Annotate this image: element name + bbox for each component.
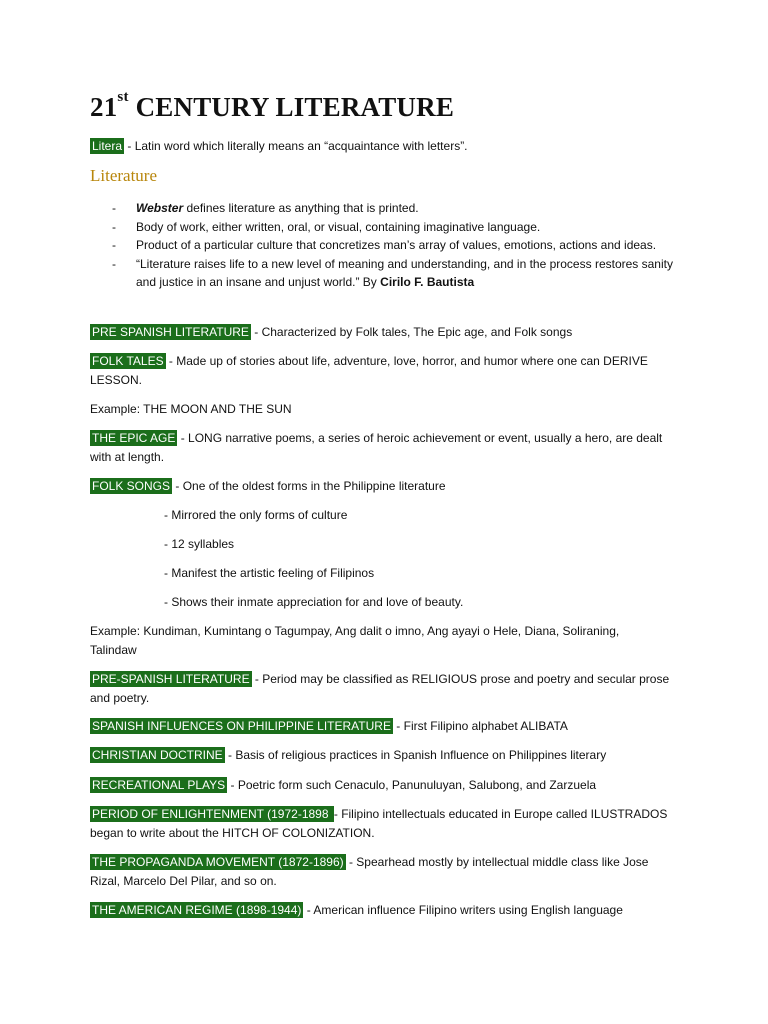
- entry-folk-songs: FOLK SONGS - One of the oldest forms in the Philippine literature: [92, 479, 446, 493]
- example-moon-sun: Example: THE MOON AND THE SUN: [90, 402, 292, 416]
- title-superscript: st: [117, 89, 129, 105]
- highlight-term: RECREATIONAL PLAYS: [92, 778, 226, 792]
- highlight-term: FOLK TALES: [92, 354, 164, 368]
- litera-definition: Litera - Latin word which literally means an “acquaintance with letters”.: [92, 139, 468, 153]
- entry-pre-spanish: PRE SPANISH LITERATURE - Characterized by Folk tales, The Epic age, and Folk songs: [92, 325, 573, 339]
- entry-propaganda: THE PROPAGANDA MOVEMENT (1872-1896) - Spearhead mostly by intellectual middle class like Jose Rizal, Marcelo Del Pilar, and so on.: [90, 855, 649, 888]
- section-heading: Literature: [90, 166, 158, 185]
- title-text: CENTURY LITERATURE: [128, 92, 455, 122]
- list-item: - Body of work, either written, oral, or visual, containing imaginative language.: [112, 219, 541, 234]
- highlight-term: THE AMERICAN REGIME (1898-1944): [92, 903, 302, 917]
- highlight-term: PERIOD OF ENLIGHTENMENT (1972-1898: [92, 807, 332, 821]
- literature-bullets: [90, 199, 690, 292]
- title-number: 21: [90, 92, 118, 122]
- list-item: - Product of a particular culture that concretizes man’s array of values, emotions, actions and ideas.: [112, 238, 657, 252]
- entry-folk-tales: FOLK TALES - Made up of stories about life, adventure, love, horror, and humor where one can DERIVE LESSON.: [90, 354, 648, 387]
- highlight-term: CHRISTIAN DOCTRINE: [92, 748, 223, 762]
- highlight-term: THE PROPAGANDA MOVEMENT (1872-1896): [92, 855, 344, 869]
- folk-song-point: - Mirrored the only forms of culture: [164, 508, 348, 522]
- page-title: [90, 89, 455, 123]
- example-folk-songs: Example: Kundiman, Kumintang o Tagumpay, Ang dalit o imno, Ang ayayi o Hele, Diana, Soliraning, Talindaw: [90, 624, 620, 657]
- entry-spanish-influences: SPANISH INFLUENCES ON PHILIPPINE LITERATURE - First Filipino alphabet ALIBATA: [92, 719, 568, 733]
- folk-song-point: - Manifest the artistic feeling of Filipinos: [164, 566, 375, 580]
- highlight-term: PRE-SPANISH LITERATURE: [92, 672, 250, 686]
- highlight-term: SPANISH INFLUENCES ON PHILIPPINE LITERATURE: [92, 719, 391, 733]
- entry-american-regime: THE AMERICAN REGIME (1898-1944) - American influence Filipino writers using English language: [92, 903, 623, 917]
- list-item: - Webster defines literature as anything that is printed.: [112, 201, 419, 215]
- entry-christian-doctrine: CHRISTIAN DOCTRINE - Basis of religious practices in Spanish Influence on Philippines literary: [92, 748, 607, 762]
- entry-epic-age: THE EPIC AGE - LONG narrative poems, a series of heroic achievement or event, usually a hero, are dealt with at length.: [90, 431, 663, 464]
- list-item: - “Literature raises life to a new level of meaning and understanding, and in the process restores sanity and justice in an insane and unjust world.” By Cirilo F. Bautista: [112, 256, 673, 289]
- folk-song-point: - Shows their inmate appreciation for and love of beauty.: [164, 595, 464, 609]
- highlight-term: Litera: [92, 139, 123, 153]
- highlight-term: PRE SPANISH LITERATURE: [92, 325, 249, 339]
- folk-song-point: - 12 syllables: [164, 537, 235, 551]
- highlight-term: THE EPIC AGE: [92, 431, 176, 445]
- highlight-term: FOLK SONGS: [92, 479, 171, 493]
- entry-enlightenment: PERIOD OF ENLIGHTENMENT (1972-1898 - Filipino intellectuals educated in Europe called ILUSTRADOS began to write about the HITCH OF COLONIZATION.: [90, 807, 668, 840]
- entry-recreational-plays: RECREATIONAL PLAYS - Poetric form such Cenaculo, Panunuluyan, Salubong, and Zarzuela: [92, 778, 597, 792]
- entry-pre-spanish-period: PRE-SPANISH LITERATURE - Period may be classified as RELIGIOUS prose and poetry and secular prose and poetry.: [90, 672, 670, 705]
